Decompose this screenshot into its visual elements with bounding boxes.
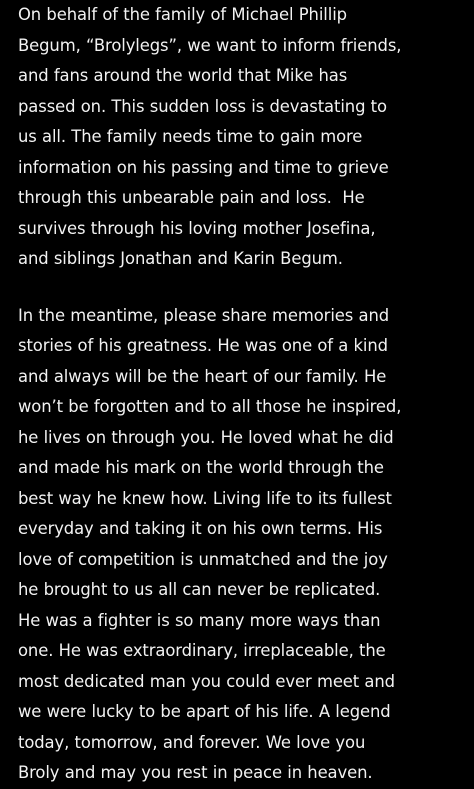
text-line: won’t be forgotten and to all those he inspired, <box>18 397 402 416</box>
text-line: passed on. This sudden loss is devastating to <box>18 96 387 116</box>
text-line: he brought to us all can never be replicated. <box>18 580 381 599</box>
text-line: most dedicated man you could ever meet and <box>18 671 395 691</box>
text-line: one. He was extraordinary, irreplaceable, the <box>18 641 386 660</box>
text-line: today, tomorrow, and forever. We love you <box>18 732 366 752</box>
text-line: he lives on through you. He loved what he did <box>18 427 394 447</box>
text-line: stories of his greatness. He was one of a kind <box>18 336 388 355</box>
text-line: and always will be the heart of our family. He <box>18 366 387 386</box>
text-line: us all. The family needs time to gain more <box>18 127 363 146</box>
text-line: and siblings Jonathan and Karin Begum. <box>18 249 343 268</box>
text-line: information on his passing and time to grieve <box>18 157 389 177</box>
text-line: He was a fighter is so many more ways than <box>18 610 381 630</box>
text-line: everyday and taking it on his own terms. His <box>18 519 383 538</box>
paragraph-tribute <box>18 301 468 789</box>
text-line: Begum, “Brolylegs”, we want to inform friends, <box>18 35 402 55</box>
text-line: survives through his loving mother Josefina, <box>18 218 376 238</box>
text-line: On behalf of the family of Michael Phillip <box>18 5 347 24</box>
text-line: through this unbearable pain and loss. He <box>18 188 365 207</box>
text-line: we were lucky to be apart of his life. A legend <box>18 702 391 721</box>
text-line: best way he knew how. Living life to its fullest <box>18 488 392 508</box>
text-line: and made his mark on the world through the <box>18 458 384 477</box>
paragraph-announcement <box>18 0 468 275</box>
text-line: Broly and may you rest in peace in heaven. <box>18 763 373 782</box>
text-line: love of competition is unmatched and the joy <box>18 549 388 569</box>
text-line: and fans around the world that Mike has <box>18 66 348 85</box>
memorial-statement <box>18 0 468 789</box>
text-line: In the meantime, please share memories and <box>18 305 390 325</box>
